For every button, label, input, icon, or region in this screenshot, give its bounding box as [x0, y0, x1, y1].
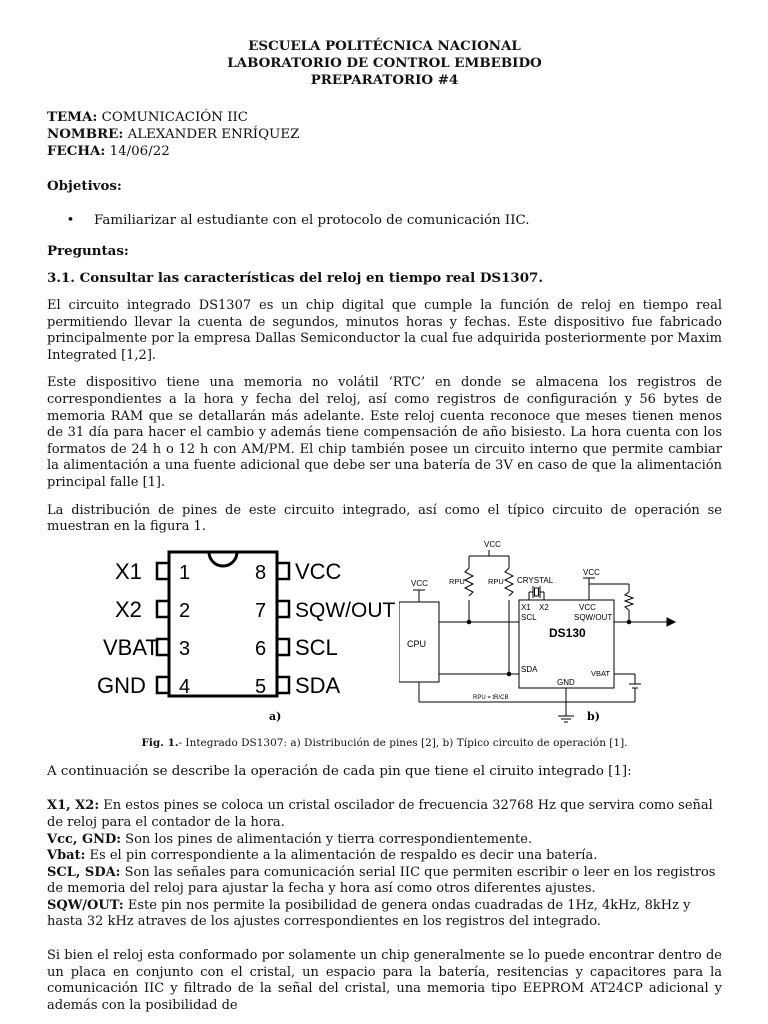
rpu-label-2: RPU [488, 576, 504, 586]
subfigure-a-label: a) [269, 709, 282, 723]
meta-fecha: FECHA: 14/06/22 [47, 143, 170, 159]
pin-label-x1: X1 [115, 558, 142, 584]
meta-nombre: NOMBRE: ALEXANDER ENRÍQUEZ [47, 126, 300, 142]
paragraph-2: Este dispositivo tiene una memoria no volátil ‘RTC’ en donde se almacena los registros de correspondientes a la hora y fecha del reloj, así como registros de configuración y 56 bytes de memoria RAM que se detallarán más adelante. Este reloj cuenta reconoce que meses tienen menos de 31 día para hacer el cambio y además tiene compensación de año bisiesto. La hora cuenta con los formatos de 24 h o 12 h con AM/PM. El chip también posee un circuito interno que permite cambiar la alimentación a una fuente adicional que debe ser una batería de 3V en caso de que la alimentación principal falle [1]. [47, 375, 722, 490]
pin-1 [157, 563, 169, 579]
pin-4 [157, 677, 169, 693]
question-3-1: 3.1. Consultar las características del reloj en tiempo real DS1307. [47, 270, 544, 286]
pin-label-vcc: VCC [295, 558, 342, 584]
pin-description-list [47, 798, 722, 931]
lab-name: LABORATORIO DE CONTROL EMBEBIDO [227, 55, 542, 71]
pin-number-2: 2 [179, 599, 191, 622]
vcc-label-right: VCC [583, 567, 600, 577]
cpu-label: CPU [407, 638, 427, 649]
pin-2 [157, 601, 169, 617]
pin-desc-vcc-gnd: Vcc, GND: Son los pines de alimentación y tierra correspondientemente. [47, 831, 533, 847]
pin-5 [277, 677, 289, 693]
figure-1 [47, 539, 722, 737]
pin-label-gnd: GND [97, 672, 146, 698]
sqw-label: SQW/OUT [574, 612, 613, 622]
paragraph-1: El circuito integrado DS1307 es un chip digital que cumple la función de reloj en tiempo real permitiendo llevar la cuenta de segundos, minutos horas y fechas. Este dispositivo fue fabricado principalmente por la empresa Dallas Semiconductor la cual fue adquirida posteriormente por Maxim Integrated [1,2]. [47, 298, 722, 363]
vcc-pin-label: VCC [579, 602, 596, 612]
vbat-label: VBAT [591, 668, 611, 678]
pin-label-x2: X2 [115, 596, 142, 622]
pin-label-sqw: SQW/OUT [295, 598, 396, 622]
rtc-chip-label: DS130 [549, 625, 586, 640]
rpu-label-1: RPU [449, 576, 465, 586]
document-meta [47, 109, 722, 160]
paragraph-4: A continuación se describe la operación de cada pin que tiene el ciruito integrado [1]: [47, 763, 632, 779]
vcc-label-top: VCC [484, 539, 501, 549]
pin-desc-sqw: SQW/OUT: Este pin nos permite la posibilidad de genera ondas cuadradas de 1Hz, 4kHz, 8kHz y hasta 32 kHz atraves de los ajustes correspondientes en los registros del integrado. [47, 897, 691, 930]
crystal-label: CRYSTAL [517, 575, 554, 585]
vcc-label-cpu: VCC [411, 578, 428, 588]
pin-desc-vbat: Vbat: Es el pin correspondiente a la alimentación de respaldo es decir una batería. [47, 848, 598, 864]
questions-heading: Preguntas: [47, 243, 129, 259]
paragraph-3: La distribución de pines de este circuito integrado, así como el típico circuito de operación se muestran en la figura 1. [47, 502, 722, 535]
paragraph-5: Si bien el reloj esta conformado por solamente un chip generalmente se lo puede encontrar dentro de un placa en conjunto con el cristal, un espacio para la batería, resitencias y capacitores para la comunicación IIC y filtrado de la señal del cristal, una memoria tipo EEPROM AT24CP adicional y además con la posibilidad de [47, 948, 722, 1013]
meta-tema: TEMA: COMUNICACIÓN IIC [47, 109, 249, 125]
document-title: PREPARATORIO #4 [310, 72, 459, 88]
pin-number-8: 8 [255, 561, 267, 584]
pinout-diagram [97, 542, 397, 737]
gnd-label: GND [557, 677, 575, 687]
caption-text: - Integrado DS1307: a) Distribución de pines [2], b) Típico circuito de operación [1]. [178, 736, 628, 749]
pin-desc-x1x2: X1, X2: En estos pines se coloca un cristal oscilador de frecuencia 32768 Hz que servira como señal de reloj para el contador de la hora. [47, 798, 713, 830]
objective-item [47, 212, 722, 229]
pin-number-4: 4 [179, 675, 191, 698]
bullet-icon: • [66, 213, 75, 228]
pin-number-3: 3 [179, 637, 191, 660]
circuit-diagram [399, 534, 699, 729]
document-header [47, 38, 722, 89]
pin-label-vbat: VBAT [103, 634, 159, 660]
objectives-heading: Objetivos: [47, 178, 122, 194]
pin-number-5: 5 [255, 675, 267, 698]
pin-number-7: 7 [255, 599, 267, 622]
institution-name: ESCUELA POLITÉCNICA NACIONAL [248, 38, 521, 54]
figure-caption [47, 737, 722, 750]
sda-label: SDA [521, 664, 538, 674]
subfigure-b-label: b) [587, 709, 600, 723]
x1-label: X1 [521, 602, 531, 612]
scl-label: SCL [521, 612, 537, 622]
objective-text: Familiarizar al estudiante con el protocolo de comunicación IIC. [94, 213, 530, 228]
x2-label: X2 [539, 602, 549, 612]
pin-label-scl: SCL [295, 634, 338, 660]
rpu-formula: RPU = tR/CB [473, 694, 509, 701]
pin-8 [277, 563, 289, 579]
pin-6 [277, 639, 289, 655]
pin-desc-scl-sda: SCL, SDA: Son las señales para comunicación serial IIC que permiten escribir o leer en los registros de memoria del reloj para ajustar la fecha y hora así como otros diferentes ajustes. [47, 864, 716, 897]
pin-number-6: 6 [255, 637, 267, 660]
pin-label-sda: SDA [295, 672, 341, 698]
pin-number-1: 1 [179, 561, 191, 584]
caption-label: Fig. 1. [141, 736, 179, 749]
pin-7 [277, 601, 289, 617]
